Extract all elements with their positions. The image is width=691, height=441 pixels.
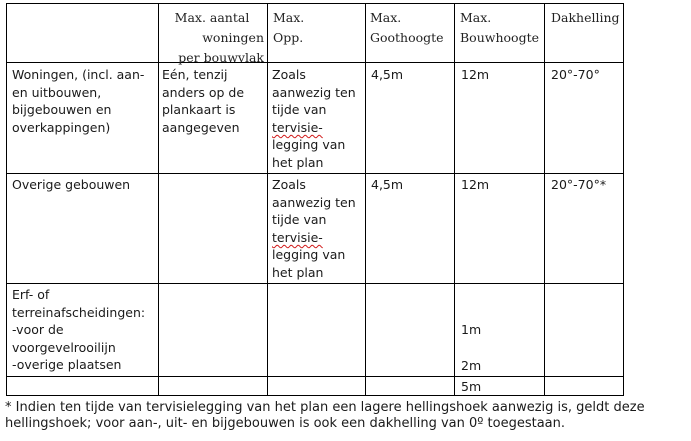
row-woningen-max-opp: Zoals aanwezig ten tijde van tervisie- legging van het plan bbox=[272, 67, 356, 170]
header-max-goothoogte: Max. Goothoogte bbox=[370, 10, 444, 45]
row-overige-dakhelling: 20°-70°* bbox=[551, 177, 607, 192]
row-woningen-max-woningen: Eén, tenzij anders op de plankaart is aangegeven bbox=[162, 67, 245, 135]
row-erf-bouwhoogte-overige: 2m bbox=[461, 358, 482, 373]
spellcheck-underline: tervisie- bbox=[272, 119, 323, 135]
header-dakhelling: Dakhelling bbox=[551, 10, 620, 25]
header-max-opp: Max. Opp. bbox=[273, 10, 305, 45]
row-woningen-dakhelling: 20°-70° bbox=[551, 67, 600, 82]
row-overige-bouwhoogte: 12m bbox=[461, 177, 490, 192]
row-last-bouwhoogte: 5m bbox=[461, 379, 482, 394]
row-erf-category: Erf- of terreinafscheidingen: -voor de voorgevelrooilijn -overige plaatsen bbox=[12, 287, 146, 373]
header-max-bouwhoogte: Max. Bouwhoogte bbox=[460, 10, 539, 45]
footnote: * Indien ten tijde van tervisielegging van het plan een lagere hellingshoek aanwezig is, geldt deze hellingshoek; voor aan-, uit- en bijgebouwen is ook een dakhelling van 0º toegestaan. bbox=[5, 400, 645, 431]
row-overige-max-opp: Zoals aanwezig ten tijde van tervisie- legging van het plan bbox=[272, 177, 356, 280]
row-woningen-goothoogte: 4,5m bbox=[371, 67, 404, 82]
spellcheck-underline: tervisie- bbox=[272, 229, 323, 245]
header-max-woningen: Max. aantal woningen per bouwvlak bbox=[174, 10, 264, 65]
row-erf-bouwhoogte-voor: 1m bbox=[461, 322, 482, 337]
row-overige-goothoogte: 4,5m bbox=[371, 177, 404, 192]
row-overige-category: Overige gebouwen bbox=[12, 177, 131, 192]
row-woningen-category: Woningen, (incl. aan- en uitbouwen, bijgebouwen en overkappingen) bbox=[12, 67, 145, 135]
row-woningen-bouwhoogte: 12m bbox=[461, 67, 490, 82]
